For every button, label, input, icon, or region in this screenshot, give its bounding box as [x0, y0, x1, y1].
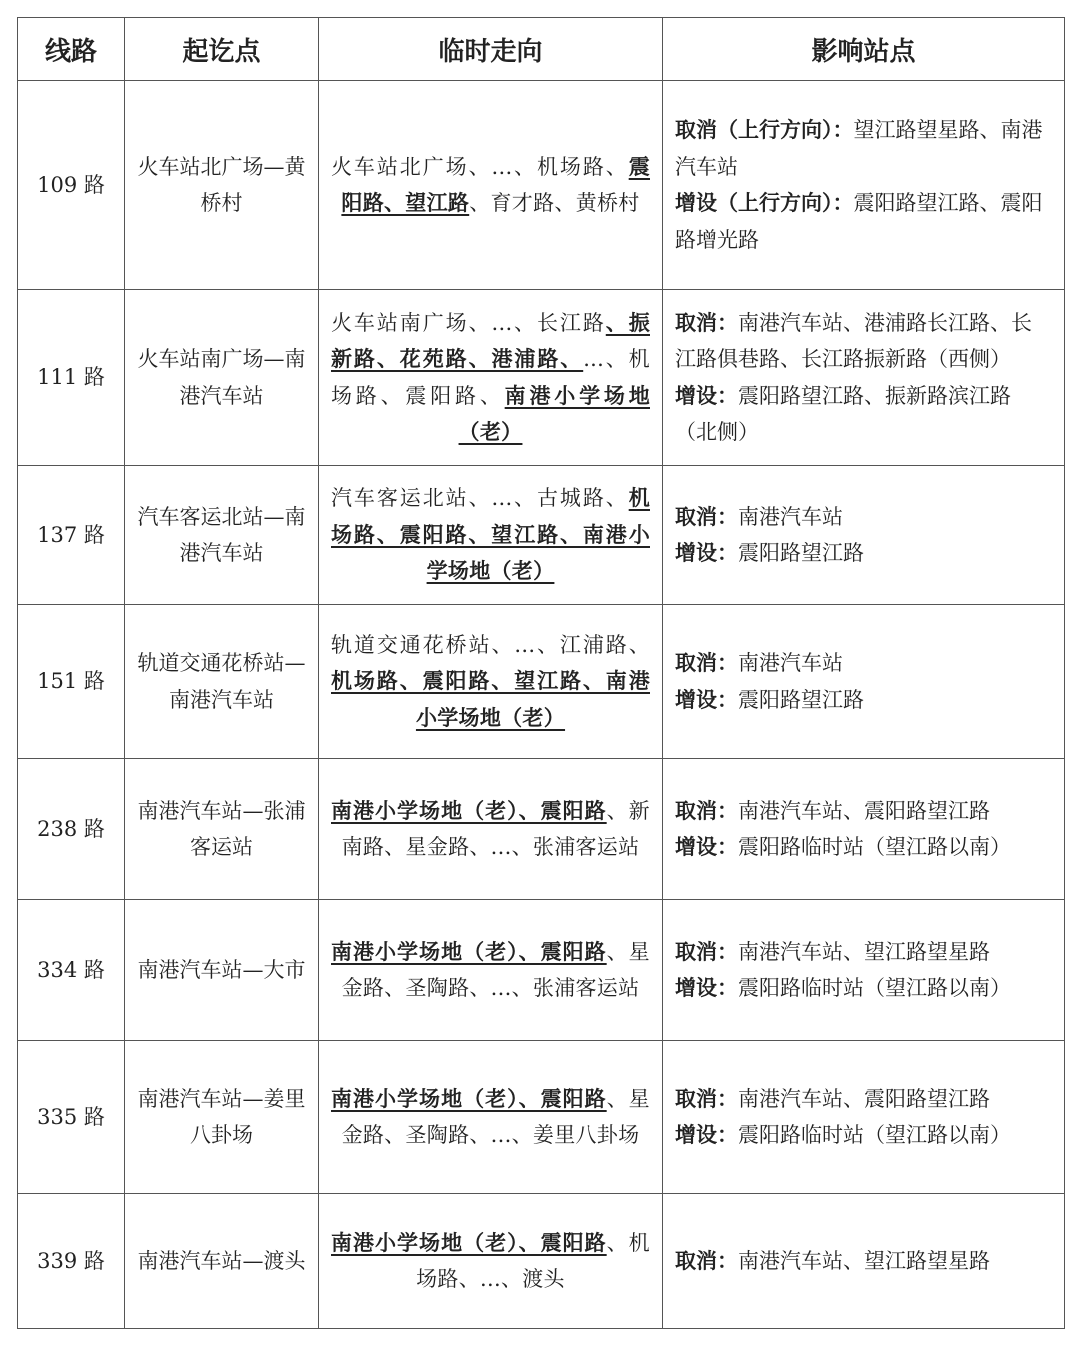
impact-tag: 取消：: [675, 797, 738, 823]
temporary-route: [319, 466, 663, 605]
route-endpoints: 火车站南广场—南港汽车站: [125, 290, 319, 466]
route-segment-highlighted: 震阳路、望江路: [341, 153, 650, 215]
route-segment-highlighted: 南港小学场地（老）、震阳路: [331, 1085, 607, 1111]
route-segment: 汽车客运北站、...、古城路、: [331, 486, 629, 511]
impact-stops: 震阳路临时站（望江路以南）: [738, 1123, 1011, 1147]
impact-line: [675, 185, 1052, 258]
affected-stops: [663, 290, 1065, 466]
table-row: [18, 900, 1065, 1041]
impact-stops: 震阳路望江路、振新路滨江路（北侧）: [675, 383, 1011, 444]
impact-line: [675, 970, 1052, 1007]
temporary-route: [319, 605, 663, 759]
route-change-table: [17, 17, 1065, 1329]
header-line: 线路: [18, 18, 125, 81]
impact-tag: 增设：: [675, 834, 738, 859]
route-number: 334 路: [18, 900, 125, 1041]
affected-stops: [663, 900, 1065, 1041]
route-number: 109 路: [18, 81, 125, 290]
header-affected-stops: 影响站点: [663, 18, 1065, 81]
impact-line: [675, 682, 1052, 719]
impact-tag: 取消：: [675, 650, 738, 675]
route-number: 339 路: [18, 1194, 125, 1329]
table-row: [18, 81, 1065, 290]
route-segment: 、机场路、...、渡头: [416, 1230, 650, 1291]
table-row: [18, 605, 1065, 759]
header-row: [18, 18, 1065, 81]
route-segment: 火车站南广场、...、长江路: [331, 310, 606, 335]
table-row: [18, 466, 1065, 605]
impact-stops: 南港汽车站: [738, 504, 843, 529]
impact-stops: 震阳路望江路: [738, 541, 864, 565]
impact-line: [675, 535, 1052, 572]
route-endpoints: 南港汽车站—张浦客运站: [125, 759, 319, 900]
impact-tag: 取消：: [675, 503, 738, 529]
route-segment: 、星金路、圣陶路、...、姜里八卦场: [341, 1086, 650, 1147]
affected-stops: [663, 605, 1065, 759]
impact-tag: 取消：: [675, 309, 738, 335]
header-endpoints: 起讫点: [125, 18, 319, 81]
route-number: 335 路: [18, 1041, 125, 1194]
temporary-route: [319, 81, 663, 290]
route-endpoints: 汽车客运北站—南港汽车站: [125, 466, 319, 605]
table-row: [18, 1041, 1065, 1194]
impact-tag: 取消：: [675, 1085, 738, 1111]
impact-tag: 增设：: [675, 686, 738, 712]
table-body: [18, 81, 1065, 1329]
table-row: [18, 759, 1065, 900]
temporary-route: [319, 1194, 663, 1329]
route-segment-highlighted: 机场路、震阳路、望江路、南港小学场地（老）: [331, 485, 650, 584]
impact-line: [675, 112, 1052, 185]
route-segment: 、星金路、圣陶路、...、张浦客运站: [341, 939, 650, 1000]
route-segment-highlighted: 南港小学场地（老）、震阳路: [331, 938, 607, 964]
route-segment-highlighted: 南港小学场地（老）: [458, 382, 650, 444]
impact-line: [675, 645, 1052, 682]
affected-stops: [663, 466, 1065, 605]
impact-stops: 震阳路临时站（望江路以南）: [738, 835, 1011, 859]
temporary-route: [319, 900, 663, 1041]
route-number: 151 路: [18, 605, 125, 759]
route-number: 238 路: [18, 759, 125, 900]
impact-tag: 增设（上行方向）：: [675, 190, 854, 215]
impact-line: [675, 829, 1052, 866]
temporary-route: [319, 759, 663, 900]
temporary-route: [319, 1041, 663, 1194]
impact-stops: 南港汽车站、望江路望星路: [738, 939, 990, 964]
route-segment: ...、机场路、震阳路、: [331, 347, 650, 408]
route-segment: 火车站北广场、...、机场路、: [331, 154, 629, 179]
impact-stops: 南港汽车站: [738, 651, 843, 675]
impact-line: [675, 1117, 1052, 1154]
impact-tag: 增设：: [675, 382, 738, 408]
impact-stops: 震阳路临时站（望江路以南）: [738, 976, 1011, 1000]
affected-stops: [663, 81, 1065, 290]
impact-stops: 震阳路望江路: [738, 687, 864, 712]
impact-tag: 取消：: [675, 938, 738, 964]
route-endpoints: 南港汽车站—大市: [125, 900, 319, 1041]
affected-stops: [663, 759, 1065, 900]
impact-line: [675, 934, 1052, 971]
route-endpoints: 火车站北广场—黄桥村: [125, 81, 319, 290]
header-temporary-route: 临时走向: [319, 18, 663, 81]
route-segment: 、新南路、星金路、...、张浦客运站: [341, 798, 650, 859]
impact-stops: 南港汽车站、港浦路长江路、长江路俱巷路、长江路振新路（西侧）: [675, 310, 1032, 371]
table-row: [18, 290, 1065, 466]
impact-tag: 取消（上行方向）：: [675, 117, 854, 142]
impact-tag: 取消：: [675, 1247, 738, 1273]
route-segment-highlighted: 机场路、震阳路、望江路、南港小学场地（老）: [331, 668, 650, 730]
table-row: [18, 1194, 1065, 1329]
impact-stops: 南港汽车站、震阳路望江路: [738, 798, 990, 823]
route-segment-highlighted: 南港小学场地（老）、震阳路: [331, 797, 607, 823]
impact-line: [675, 499, 1052, 536]
impact-line: [675, 793, 1052, 830]
route-endpoints: 南港汽车站—渡头: [125, 1194, 319, 1329]
impact-tag: 增设：: [675, 540, 738, 565]
impact-stops: 南港汽车站、望江路望星路: [738, 1248, 990, 1273]
route-number: 111 路: [18, 290, 125, 466]
impact-line: [675, 378, 1052, 451]
impact-stops: 南港汽车站、震阳路望江路: [738, 1086, 990, 1111]
impact-line: [675, 1081, 1052, 1118]
impact-stops: 震阳路望江路、震阳路增光路: [675, 191, 1043, 252]
route-segment-highlighted: 南港小学场地（老）、震阳路: [331, 1229, 607, 1255]
affected-stops: [663, 1194, 1065, 1329]
impact-line: [675, 305, 1052, 378]
route-endpoints: 南港汽车站—姜里八卦场: [125, 1041, 319, 1194]
impact-stops: 望江路望星路、南港汽车站: [675, 118, 1043, 179]
impact-tag: 增设：: [675, 975, 738, 1000]
route-segment-highlighted: 、振新路、花苑路、港浦路、: [331, 309, 650, 371]
temporary-route: [319, 290, 663, 466]
route-number: 137 路: [18, 466, 125, 605]
route-endpoints: 轨道交通花桥站—南港汽车站: [125, 605, 319, 759]
route-segment: 、育才路、黄桥村: [469, 191, 640, 215]
impact-tag: 增设：: [675, 1122, 738, 1147]
route-segment: 轨道交通花桥站、...、江浦路、: [331, 632, 650, 657]
impact-line: [675, 1243, 1052, 1280]
affected-stops: [663, 1041, 1065, 1194]
